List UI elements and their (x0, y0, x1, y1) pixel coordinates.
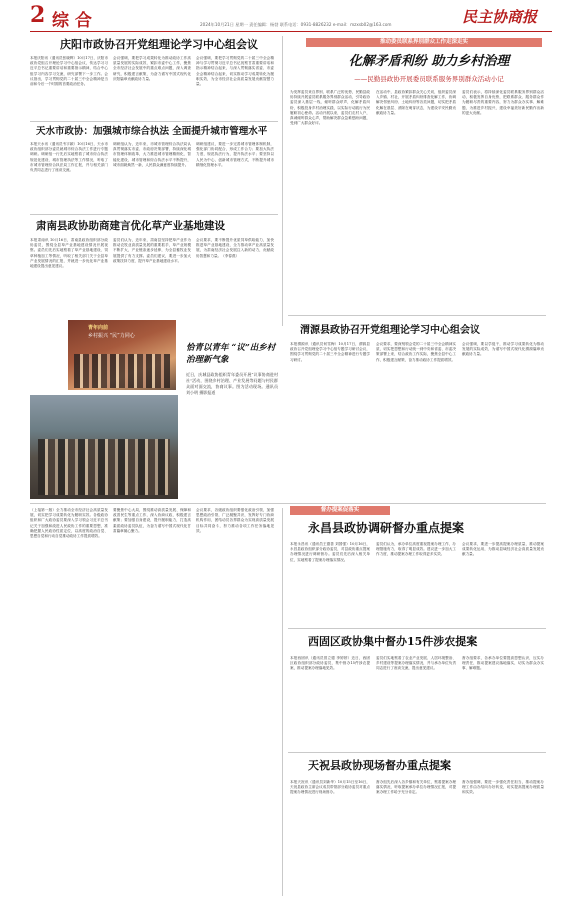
article-body: （上接第一版）全力推动全市经济社会高质量发展，切实把学习成果转化为履职实效。各级政协组织和广大政协委员要深入学习领会习近平总书记关于加强和改进人民政协工作的重要思想，准确把握人民政协性质定位，以高度的政治自觉、思想自觉和行动自觉推动政协工作提质增效。 (30, 508, 108, 539)
article-body: 为发挥委员来自界别、联系广泛的优势，民勤县政协持续开展委员联系服务界别群众活动，引导政协委员深入基层一线，倾听群众呼声，化解矛盾纠纷，积极投身乡村治理实践，以实际行动践行为民履职初心使命。活动开展以来，委员们走村入户，真诚倾听群众心声，帮助解决群众急难愁盼问题，受到广大群众好评。 (290, 90, 370, 126)
section-banner: 推动委员联系界别群众工作走深走实 (306, 38, 542, 47)
article-body: 在活动中，县政协紧扣群众关心关切，组织委员深入乡镇、村社，开展矛盾纠纷排查化解工作，协调解决邻里纠纷、土地纠纷等各类问题，切实把矛盾化解在基层、消除在萌芽状态，为建设平安民勤贡献政协力量。 (376, 90, 456, 115)
article-body: 督办组强调，要进一步强化责任担当，推动提案办理工作由办结向办好转变，切实提高提案办理质量和实效。 (462, 780, 544, 795)
people-crowd (38, 439, 170, 495)
article-title: 肃南县政协助商建言优化草产业基地建设 (36, 220, 225, 232)
article-title: 庆阳市政协召开党组理论学习中心组会议 (60, 38, 258, 51)
article-body: 会议要求，要不断提升优质饲草供给能力，加快推进草产业基地建设，全力推动草产业高质量发展，为肃南经济社会发展注入新的动力，贡献政协智慧和力量。（李春燕） (196, 238, 274, 258)
section-banner: 督办提案促落实 (290, 506, 390, 515)
article-body: 要聚焦中心大局，围绕推动高质量发展、保障和改善民生等重点工作，深入协商议政，积极建言献策；要加强自身建设，提升履职能力，打造高素质政协委员队伍，为奋力谱写中国式现代化甘肃篇章凝心聚力。 (113, 508, 191, 533)
article-body: 本报西固讯（通讯员曾立德 李婷婷）近日，西固区政协组织部分政协委员，集中督办15件涉农提案，推动提案办理落地见效。 (290, 656, 370, 671)
article-body: 委员们实地察看了农业产业发展、人居环境整治、乡村建设等提案办理落实情况，并与承办单位负责同志进行了座谈交流，提出意见建议。 (376, 656, 456, 671)
article-body: 会议要求，要深刻领会党的二十届三中全会精神实质，切实把思想和行动统一到中央和省委、市委决策部署上来，结合政协工作实际，聚焦全县中心工作，积极建言献策，奋力推动政协工作提质增效。 (376, 342, 456, 362)
brand-logo: 民主协商报 (462, 8, 538, 26)
article-body: 督办组先后深入各乡镇和有关单位，察看提案办理落实情况，听取提案承办单位办理情况汇报，对提案办理工作给予充分肯定。 (376, 780, 456, 795)
article-body: 调研组建议，要进一步完善城市管理体制机制，强化部门协同配合，形成工作合力；要加大执法力度，规范执法行为，提升执法水平；要坚持以人民为中心，创新城市管理方式，不断提升城市精细化管理水平。 (196, 142, 274, 167)
article-body: 本报庆阳讯（通讯员张晓辉）10月17日，庆阳市政协党组召开理论学习中心组会议，传达学习习近平总书记重要讲话和重要指示精神，结合中心组学习内容学习交流，研究部署下一步工作。会议指出，学习贯彻党的二十届三中全会精神是当前和今后一个时期的首要政治任务。 (30, 56, 108, 87)
article-body: 督办组要求，各承办单位要提高思想认识，压实办理责任，推动提案建议落地落实，切实为群众办实事、解难题。 (462, 656, 544, 671)
article-body: 本报天祝讯（通讯员刘新华）10月15日至16日，天祝县政协主席会议成员带领部分政协委员对重点提案办理情况进行现场督办。 (290, 780, 370, 795)
article-body: 会议要求，各级政协组织要强化政治引领，加强思想政治引领，广泛凝聚共识，发挥好专门协商机构作用，团结动员各界群众为实现高质量发展目标共同奋斗，努力推动各项工作任务落地见效。 (196, 508, 274, 533)
banner-line1: 青年向前 (88, 325, 109, 331)
article-title: 天祝县政协现场督办重点提案 (308, 759, 451, 772)
page-number: 2 (30, 2, 46, 28)
article-body: 会议强调，要把学习成果转化为推动政协工作高质量发展的实际成效，紧扣市委中心工作，聚焦全市经济社会发展中的重点难点问题，深入调查研究，积极建言献策，为奋力谱写中国式现代化庆阳篇章贡献政协力量。 (113, 56, 191, 81)
masthead-rule (30, 31, 552, 32)
article-body: 会议强调，要以学促干，推动学习成果转化为推动发展的实际成效，为谱写中国式现代化渭源篇章贡献政协力量。 (462, 342, 544, 357)
article-title: 西固区政协集中督办15件涉农提案 (308, 635, 478, 648)
article-title: 天水市政协：加强城市综合执法 全面提升城市管理水平 (36, 126, 268, 137)
article-body: 本报永昌讯（通讯员王德善 刘国强）10月16日，永昌县政协组织部分政协委员，对县政协重点提案办理情况进行调研督办。委员们先后深入相关单位，实地察看了提案办理落实情况。 (290, 542, 370, 562)
masthead (0, 0, 570, 34)
photo-caption: 近日，庆城县政协组织青年委员开展“议事协商进村社”活动，围绕乡村治理、产业发展等问题与村民群众面对面交流，协商议事。图为活动现场。通讯员 刘小明 摄影报道 (186, 372, 278, 395)
feature-subtitle: ——民勤县政协开展委员联系服务界别群众活动小记 (354, 75, 504, 83)
article-body: 调研组认为，近年来，市城市管理综合执法局认真贯彻落实市委、市政府决策部署，持续深化城市管理体制改革，大力推进城市管理精细化、智能化建设，城市管理和综合执法水平不断提升，城市面貌焕然一新，人民群众满意度持续提升。 (113, 142, 191, 167)
banner-line2: 乡村振兴 “民”力同心 (88, 333, 135, 339)
article-title: 渭源县政协召开党组理论学习中心组会议 (300, 325, 480, 336)
article-body: 委员们认为，近年来，肃南县坚持把草产业作为推动农牧业高质量发展的重要抓手，草产业规模不断扩大，产业链条逐步延伸，为全县畜牧业发展提供了有力支撑。委员们建议，要进一步加大政策扶持力度，提升草产业基地建设水平。 (113, 238, 191, 263)
feature-title: 化解矛盾利纷 助力乡村治理 (348, 54, 510, 69)
article-body: 委员们认为，承办单位高度重视提案办理工作，办理措施有力，取得了明显成效。建议进一步加大工作力度，推动提案办理工作取得更多实效。 (376, 542, 456, 557)
article-body: 本报渭源讯（通讯员何雪梅）10月17日，渭源县政协召开党组理论学习中心组专题学习研讨会议，围绕学习贯彻党的二十届三中全会精神进行专题学习研讨。 (290, 342, 370, 362)
article-body: 本报天水讯（通讯员韦宇颖）10月16日，天水市政协组织部分委员就城市综合执法工作进行专题调研。调研组一行先后实地察看了城市综合执法规范化建设、城市管理执法等工作情况，听取了市城市管理综合执法局工作汇报，并与相关部门负责同志进行了座谈交流。 (30, 142, 108, 173)
article-body: 委员们表示，将持续深化委员联系服务界别群众活动，积极发挥自身优势，把联系群众、服务群众作为履职尽责的重要内容，努力为群众办实事、解难题，为推进乡村振兴、建设幸福美好新民勤作出新的更大贡献。 (462, 90, 544, 115)
masthead-info: 2024年10月21日 星期一 责任编辑：杨勃 联系电话：0931-8826232 e-mail：mzxsb02@163.com (200, 22, 392, 27)
section-name: 综 合 (52, 11, 92, 31)
people-crowd (74, 354, 170, 388)
article-title: 永昌县政协调研督办重点提案 (308, 521, 465, 535)
article-body: 会议强调，要把学习贯彻党的二十届三中全会精神与学习贯彻习近平总书记视察甘肃重要讲话和指示精神结合起来，与深入贯彻落实省委、市委全会精神结合起来，切实推动学习成果转化为履职实效，为全市经济社会高质量发展贡献智慧力量。 (196, 56, 274, 87)
article-body: 本报肃南讯 10月16日，肃南县政协组织部分政协委员，围绕全县草产业基地建设情况开展视察。委员们先后实地察看了草产业基地建设、饲草种植加工等情况，听取了相关部门关于全县草产业发展情况的汇报，并就进一步优化草产业基地建设提出意见建议。 (30, 238, 108, 269)
news-photo (30, 395, 178, 499)
article-body: 会议要求，要进一步提高提案办理质量，推动提案成果转化运用，为推动县域经济社会高质量发展贡献力量。 (462, 542, 544, 557)
article-title: 恰青以青年 “议”出乡村治理新气象 (186, 343, 276, 365)
news-photo (68, 320, 176, 390)
